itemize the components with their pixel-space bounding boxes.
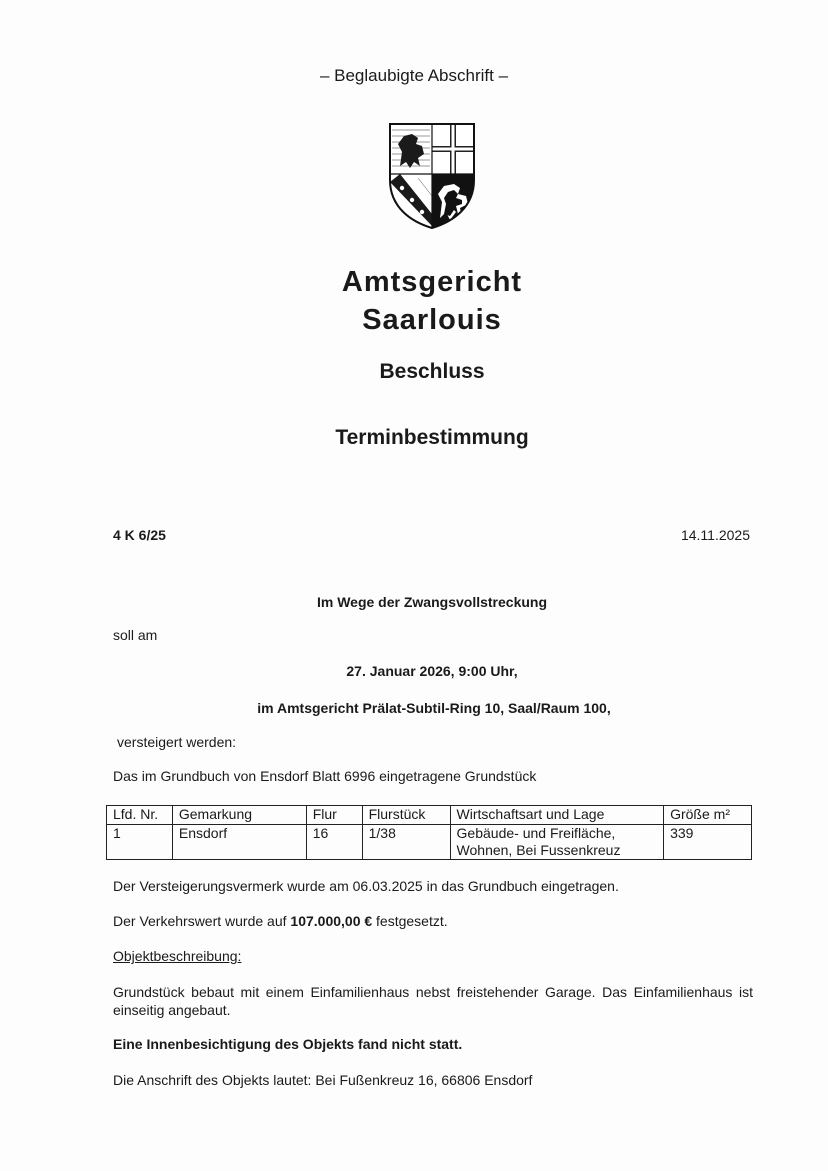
auction-datetime: 27. Januar 2026, 9:00 Uhr, <box>346 663 518 679</box>
vermerk-text: Der Versteigerungsvermerk wurde am 06.03.2025 in das Grundbuch eingetragen. <box>113 878 619 894</box>
inspection-note: Eine Innenbesichtigung des Objekts fand nicht statt. <box>113 1036 463 1052</box>
value-suffix: festgesetzt. <box>372 913 448 929</box>
document-date: 14.11.2025 <box>680 527 750 543</box>
saarland-coat-of-arms-icon <box>388 122 476 230</box>
col-header-wirtschaftsart: Wirtschaftsart und Lage <box>450 806 664 825</box>
col-header-flur: Flur <box>306 806 362 825</box>
versteigert-text: versteigert werden: <box>117 734 237 750</box>
intro-line: Im Wege der Zwangsvollstreckung <box>316 594 548 610</box>
cell-gemarkung: Ensdorf <box>172 825 306 860</box>
cell-flurstueck: 1/38 <box>362 825 450 860</box>
document-type: Beschluss <box>379 360 485 383</box>
col-header-lfd-nr: Lfd. Nr. <box>107 806 173 825</box>
certified-copy-label: – Beglaubigte Abschrift – <box>319 66 509 85</box>
table-row <box>107 825 752 860</box>
cell-wirtschaftsart: Gebäude- und Freifläche, Wohnen, Bei Fussenkreuz <box>450 825 664 860</box>
col-header-gemarkung: Gemarkung <box>172 806 306 825</box>
object-address: Die Anschrift des Objekts lautet: Bei Fußenkreuz 16, 66806 Ensdorf <box>113 1072 533 1088</box>
court-name-line2: Saarlouis <box>362 304 502 336</box>
document-subject: Terminbestimmung <box>335 426 529 449</box>
court-name-line1: Amtsgericht <box>341 266 523 298</box>
col-header-flurstueck: Flurstück <box>362 806 450 825</box>
land-register-text: Das im Grundbuch von Ensdorf Blatt 6996 eingetragene Grundstück <box>113 768 537 784</box>
soll-am-text: soll am <box>113 627 158 643</box>
property-table <box>106 805 752 860</box>
cell-flur: 16 <box>306 825 362 860</box>
market-value-line <box>113 912 753 930</box>
cell-groesse: 339 <box>664 825 752 860</box>
table-header-row <box>107 806 752 825</box>
market-value: 107.000,00 € <box>290 913 373 929</box>
value-prefix: Der Verkehrswert wurde auf <box>113 913 291 929</box>
col-header-groesse: Größe m² <box>664 806 752 825</box>
auction-location: im Amtsgericht Prälat-Subtil-Ring 10, Saal/Raum 100, <box>257 700 611 716</box>
object-description: Grundstück bebaut mit einem Einfamilienhaus nebst freistehender Garage. Das Einfamilienhaus ist einseitig angebaut. <box>113 984 753 1018</box>
case-number: 4 K 6/25 <box>113 527 166 543</box>
object-description-heading: Objektbeschreibung: <box>113 948 242 964</box>
cell-lfd-nr: 1 <box>107 825 173 860</box>
